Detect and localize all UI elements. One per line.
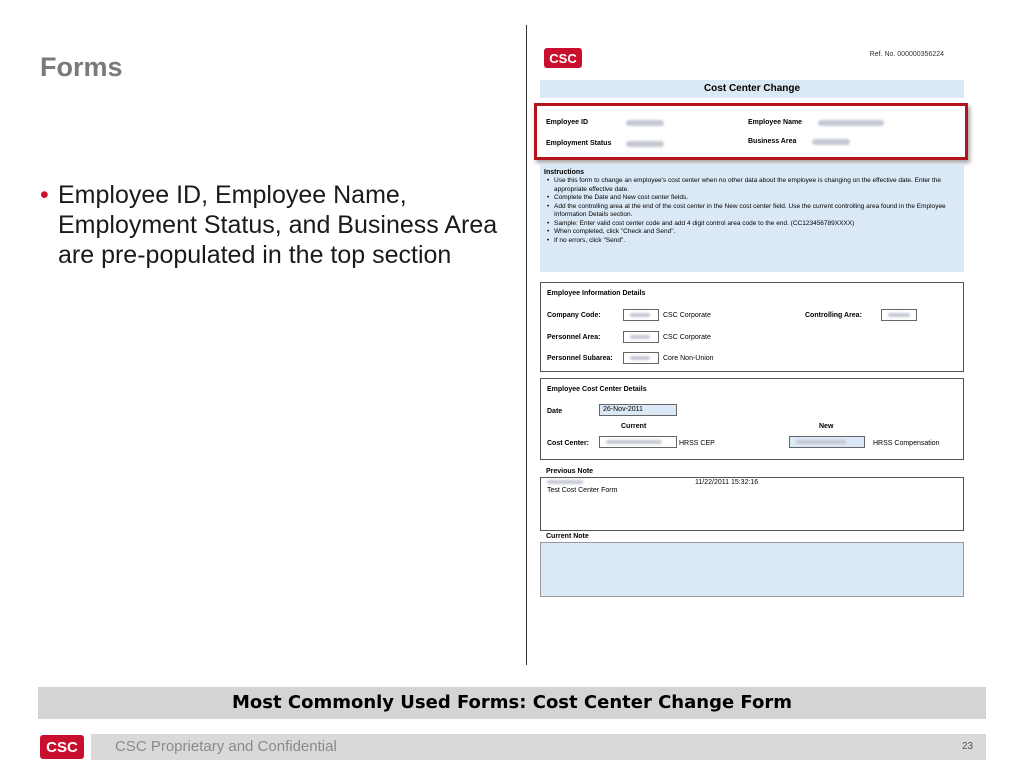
personnel-area-text: CSC Corporate [663,334,711,341]
new-column-label: New [819,423,834,430]
employee-info-section [540,282,964,372]
current-cost-center-text: HRSS CEP [679,440,715,447]
current-column-label: Current [621,423,647,430]
personnel-area-label: Personnel Area: [547,334,601,341]
employee-name-label: Employee Name [748,119,803,126]
instruction-item: • Add the controlling area at the end of the cost center in the New cost center field. Use the current controlling area found in the Employee Information Details section. [544,203,960,220]
footer-csc-logo: CSC [40,735,84,759]
controlling-area-value-blurred [888,313,910,317]
cost-center-section [540,378,964,460]
business-area-label: Business Area [748,138,797,145]
bullet-icon: • [40,181,49,209]
personnel-area-field [623,331,659,343]
current-cost-center-field [599,436,677,448]
employee-info-title: Employee Information Details [547,290,646,297]
form-title: Cost Center Change [540,80,964,98]
highlight-frame [534,103,968,160]
controlling-area-label: Controlling Area: [805,312,862,319]
cost-center-label: Cost Center: [547,440,590,447]
cost-center-title: Employee Cost Center Details [547,386,647,393]
personnel-subarea-field [623,352,659,364]
employee-id-label: Employee ID [546,119,589,126]
instructions-title: Instructions [544,169,585,176]
company-code-label: Company Code: [547,312,601,319]
instruction-item: • If no errors, click "Send". [544,237,960,246]
previous-note-box [540,477,964,531]
previous-note-label: Previous Note [546,468,594,475]
date-label: Date [547,408,563,415]
previous-note-timestamp: 11/22/2011 15:32:16 [695,479,759,486]
company-code-field [623,309,659,321]
slide-title: Forms [40,52,123,82]
instruction-item: • Use this form to change an employee's cost center when no other data about the employee is changing on the effective date. Enter the appropriate effective date. [544,177,960,194]
current-note-label: Current Note [546,533,589,540]
bullet-text: Employee ID, Employee Name, Employment Status, and Business Area are pre-populated in the top section [58,181,498,269]
form-csc-logo: CSC [544,48,582,68]
personnel-subarea-label: Personnel Subarea: [547,355,613,362]
new-cost-center-field[interactable] [789,436,865,448]
personnel-subarea-text: Core Non-Union [663,355,714,362]
new-cost-center-blurred [796,440,846,444]
instruction-item: • Sample: Enter valid cost center code and add 4 digit control area code to the end. (CC123456789XXXX) [544,220,960,229]
date-value: 26-Nov-2011 [603,406,643,413]
reference-number: Ref. No. 000000356224 [869,51,944,58]
company-code-value-blurred [630,313,650,317]
new-cost-center-text: HRSS Compensation [873,440,940,447]
instruction-item: • When completed, click "Check and Send". [544,228,960,237]
bullet-point [40,180,510,270]
controlling-area-field [881,309,917,321]
cost-center-form [540,40,970,610]
instruction-item: • Complete the Date and New cost center fields. [544,194,960,203]
personnel-subarea-value-blurred [630,356,650,360]
page-number: 23 [962,741,974,752]
previous-note-text: Test Cost Center Form [547,487,618,494]
instructions-panel [540,164,964,272]
date-field[interactable] [599,404,677,416]
company-code-text: CSC Corporate [663,312,711,319]
note-author-blurred [547,480,583,484]
vertical-divider [526,25,527,665]
current-cost-center-blurred [606,440,662,444]
footer-confidential-text: CSC Proprietary and Confidential [115,738,337,755]
caption-banner: Most Commonly Used Forms: Cost Center Change Form [38,687,986,719]
employment-status-label: Employment Status [546,140,612,147]
current-note-input[interactable] [540,542,964,597]
personnel-area-value-blurred [630,335,650,339]
